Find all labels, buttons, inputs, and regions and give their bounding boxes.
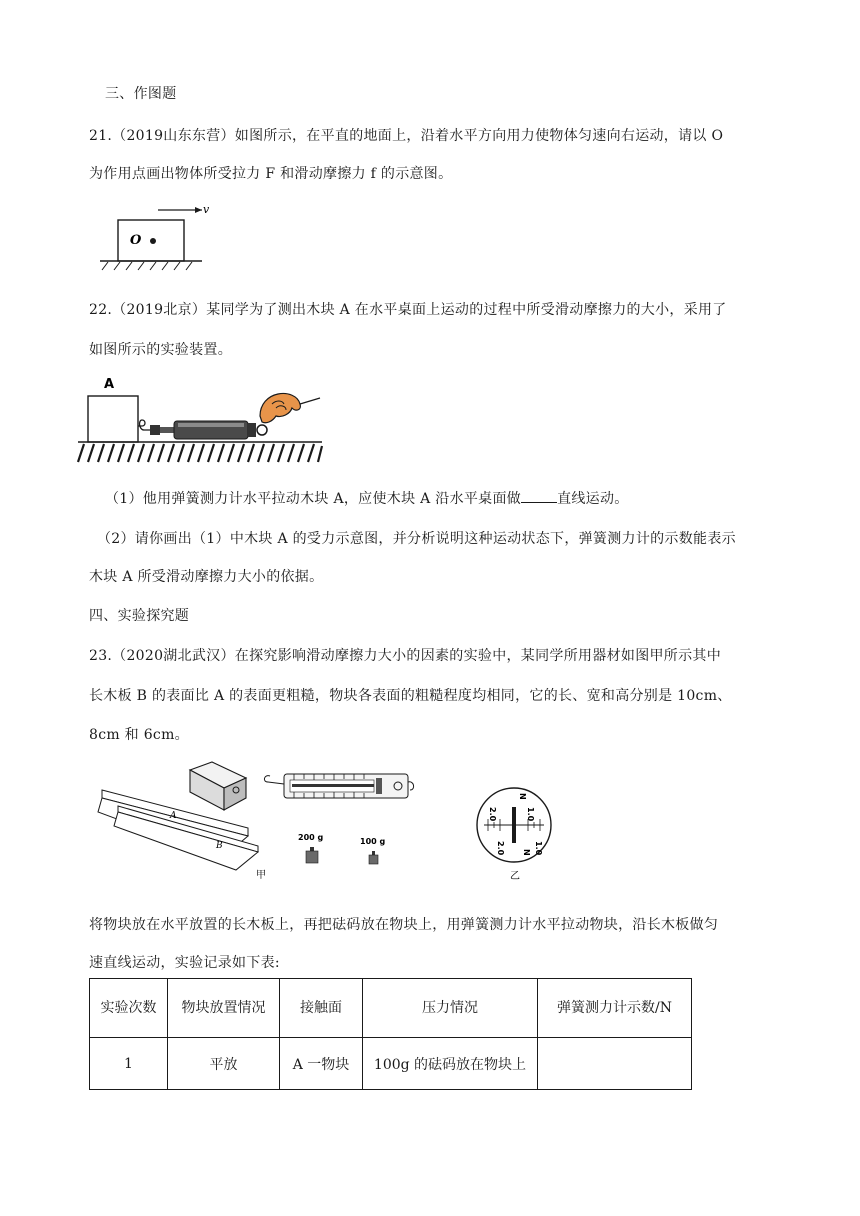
q23-weight-100g-label: 100 g bbox=[360, 837, 386, 846]
q23-text-line2: 长木板 B 的表面比 A 的表面更粗糙，物块各表面的粗糙程度均相同，它的长、宽和高分别是 10cm、 bbox=[89, 688, 732, 704]
q22-text-line1: 22.（2019北京）某同学为了测出木块 A 在水平桌面上运动的过程中所受滑动摩擦力的大小，采用了 bbox=[89, 302, 727, 318]
q23-figure-jia-caption: 甲 bbox=[256, 870, 266, 881]
table-cell-answer[interactable] bbox=[538, 1038, 692, 1090]
q23-text-line3: 8cm 和 6cm。 bbox=[89, 727, 189, 743]
table-cell: 平放 bbox=[168, 1038, 280, 1090]
q22-sub2-line2: 木块 A 所受滑动摩擦力大小的依据。 bbox=[89, 569, 324, 585]
q23-board-b-label: B bbox=[216, 841, 223, 851]
table-header-cell: 实验次数 bbox=[90, 979, 168, 1038]
section-title-3: 三、作图题 bbox=[105, 86, 177, 102]
table-header-cell: 物块放置情况 bbox=[168, 979, 280, 1038]
q23-dial-scale-20-top: 2.0 bbox=[488, 807, 497, 822]
q22-sub1-text-a: （1）他用弹簧测力计水平拉动木块 A，应使木块 A 沿水平桌面做 bbox=[105, 491, 522, 507]
table-cell: 1 bbox=[90, 1038, 168, 1090]
q23-dial-unit-bottom: N bbox=[522, 849, 531, 856]
table-header-cell: 接触面 bbox=[280, 979, 363, 1038]
q22-sub2-line1: （2）请你画出（1）中木块 A 的受力示意图，并分析说明这种运动状态下，弹簧测力计的示数能表示 bbox=[97, 531, 736, 547]
table-header-cell: 压力情况 bbox=[363, 979, 538, 1038]
q22-sub1-text-b: 直线运动。 bbox=[557, 491, 629, 507]
q23-dial-unit-top: N bbox=[518, 793, 527, 800]
q22-block-label: A bbox=[104, 377, 115, 392]
q23-figure-jia bbox=[98, 760, 438, 884]
q21-figure bbox=[98, 198, 208, 274]
q23-after-line1: 将物块放在水平放置的长木板上，再把砝码放在物块上，用弹簧测力计水平拉动物块，沿长木板做匀 bbox=[89, 917, 719, 933]
q22-text-line2: 如图所示的实验装置。 bbox=[89, 342, 232, 358]
q23-figure-yi-caption: 乙 bbox=[510, 871, 520, 882]
table-cell: A 一物块 bbox=[280, 1038, 363, 1090]
q23-text-line1: 23.（2020湖北武汉）在探究影响滑动摩擦力大小的因素的实验中，某同学所用器材如图甲所示其中 bbox=[89, 648, 721, 664]
table-row bbox=[90, 1038, 692, 1090]
section-title-4: 四、实验探究题 bbox=[89, 608, 190, 624]
q23-weight-200g-label: 200 g bbox=[298, 833, 324, 842]
q21-text-line1: 21.（2019山东东营）如图所示，在平直的地面上，沿着水平方向用力使物体匀速向右运动，请以 O bbox=[89, 128, 724, 144]
q21-point-o-label: O bbox=[130, 233, 142, 248]
table-header-row bbox=[90, 979, 692, 1038]
experiment-record-table bbox=[89, 978, 692, 1090]
table-cell: 100g 的砝码放在物块上 bbox=[363, 1038, 538, 1090]
q23-board-a-label: A bbox=[170, 811, 177, 821]
q22-figure bbox=[76, 374, 324, 466]
q23-dial-scale-20-bottom: 2.0 bbox=[496, 841, 505, 856]
q22-sub1-blank[interactable] bbox=[521, 490, 557, 503]
q22-sub1 bbox=[105, 488, 629, 508]
q23-after-line2: 速直线运动，实验记录如下表: bbox=[89, 955, 280, 971]
table-header-cell: 弹簧测力计示数/N bbox=[538, 979, 692, 1038]
q21-velocity-label: v bbox=[203, 203, 210, 216]
q23-figure-yi bbox=[474, 785, 564, 885]
q21-text-line2: 为作用点画出物体所受拉力 F 和滑动摩擦力 f 的示意图。 bbox=[89, 166, 453, 182]
q23-dial-scale-10-top: 1.0 bbox=[526, 807, 535, 822]
q23-dial-scale-10-bottom: 1.0 bbox=[534, 841, 543, 856]
